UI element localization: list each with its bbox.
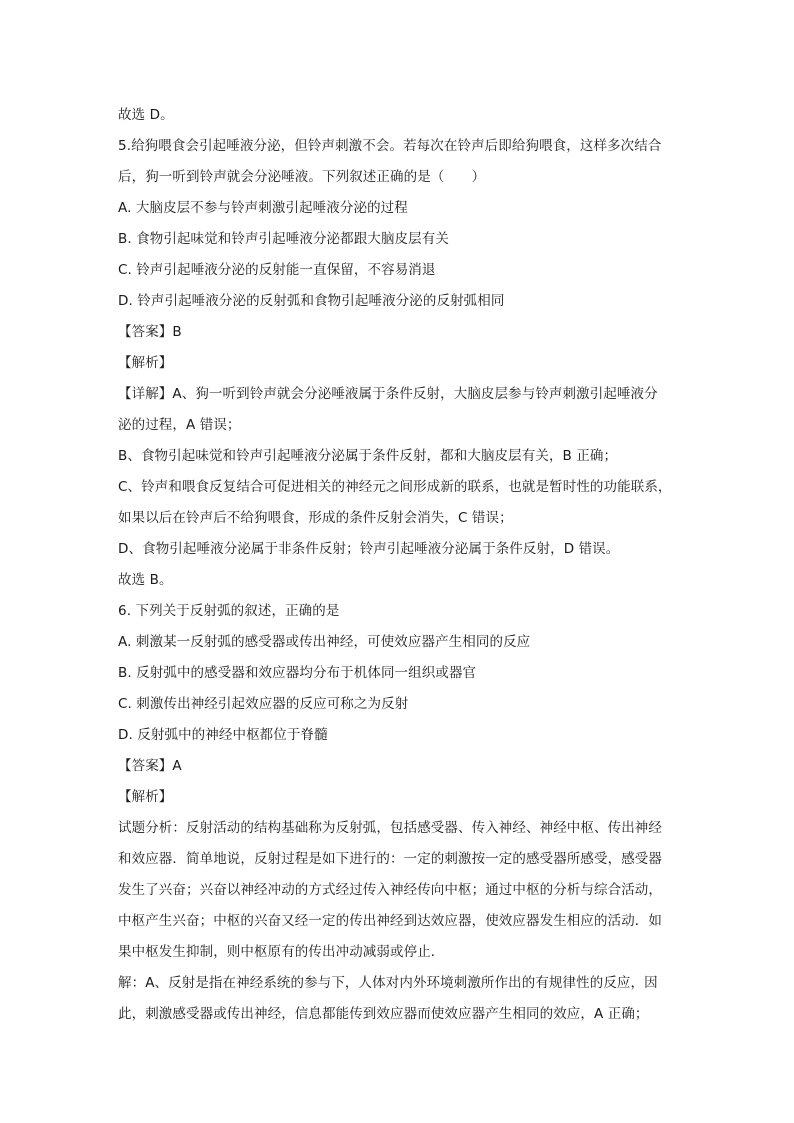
question-6 <box>118 596 678 1030</box>
question-5 <box>118 131 678 596</box>
q5-analysis-line-6: D、食物引起唾液分泌属于非条件反射；铃声引起唾液分泌属于条件反射，D 错误。 <box>118 541 620 557</box>
q6-analysis-line-4: 中枢产生兴奋；中枢的兴奋又经一定的传出神经到达效应器，使效应器发生相应的活动．如 <box>118 913 662 929</box>
q5-analysis-line-1: 【详解】A、狗一听到铃声就会分泌唾液属于条件反射，大脑皮层参与铃声刺激引起唾液分 <box>118 386 658 402</box>
q5-analysis-line-7: 故选 B。 <box>118 572 173 588</box>
q5-stem-line-1: 5.给狗喂食会引起唾液分泌，但铃声刺激不会。若每次在铃声后即给狗喂食，这样多次结合 <box>118 138 662 154</box>
q6-analysis-heading: 【解析】 <box>118 789 173 805</box>
previous-answer-line: 故选 D。 <box>118 107 174 123</box>
q5-option-c: C. 铃声引起唾液分泌的反射能一直保留，不容易消退 <box>118 262 436 278</box>
q5-option-d: D. 铃声引起唾液分泌的反射弧和食物引起唾液分泌的反射弧相同 <box>118 293 505 309</box>
q5-analysis-line-3: B、食物引起味觉和铃声引起唾液分泌属于条件反射，都和大脑皮层有关，B 正确； <box>118 448 618 464</box>
q6-analysis-line-6: 解：A、反射是指在神经系统的参与下，人体对内外环境刺激所作出的有规律性的反应，因 <box>118 975 658 991</box>
page-content <box>118 100 678 1030</box>
q6-analysis-line-1: 试题分析：反射活动的结构基础称为反射弧，包括感受器、传入神经、神经中枢、传出神经 <box>118 820 662 836</box>
q6-stem: 6. 下列关于反射弧的叙述，正确的是 <box>118 603 340 619</box>
q5-analysis-line-2: 泌的过程，A 错误； <box>118 417 241 433</box>
q6-option-b: B. 反射弧中的感受器和效应器均分布于机体同一组织或器官 <box>118 665 477 681</box>
q6-answer: 【答案】A <box>118 758 182 774</box>
q6-option-a: A. 刺激某一反射弧的感受器或传出神经，可使效应器产生相同的反应 <box>118 634 531 650</box>
q5-stem-line-2: 后，狗一听到铃声就会分泌唾液。下列叙述正确的是（ ） <box>118 169 486 185</box>
q5-analysis-heading: 【解析】 <box>118 355 173 371</box>
q6-analysis-line-5: 果中枢发生抑制，则中枢原有的传出冲动减弱或停止． <box>118 944 445 960</box>
q5-analysis-line-4: C、铃声和喂食反复结合可促进相关的神经元之间形成新的联系，也就是暂时性的功能联系， <box>118 479 672 495</box>
q5-analysis-line-5: 如果以后在铃声后不给狗喂食，形成的条件反射会消失，C 错误； <box>118 510 513 526</box>
q5-option-a: A. 大脑皮层不参与铃声刺激引起唾液分泌的过程 <box>118 200 408 216</box>
q6-option-c: C. 刺激传出神经引起效应器的反应可称之为反射 <box>118 696 409 712</box>
q5-option-b: B. 食物引起味觉和铃声引起唾液分泌都跟大脑皮层有关 <box>118 231 449 247</box>
q5-answer: 【答案】B <box>118 324 182 340</box>
q6-option-d: D. 反射弧中的神经中枢都位于脊髓 <box>118 727 328 743</box>
q6-analysis-line-7: 此，刺激感受器或传出神经，信息都能传到效应器而使效应器产生相同的效应，A 正确； <box>118 1006 649 1022</box>
q6-analysis-line-3: 发生了兴奋；兴奋以神经冲动的方式经过传入神经传向中枢；通过中枢的分析与综合活动， <box>118 882 662 898</box>
q6-analysis-line-2: 和效应器．简单地说，反射过程是如下进行的：一定的刺激按一定的感受器所感受，感受器 <box>118 851 662 867</box>
